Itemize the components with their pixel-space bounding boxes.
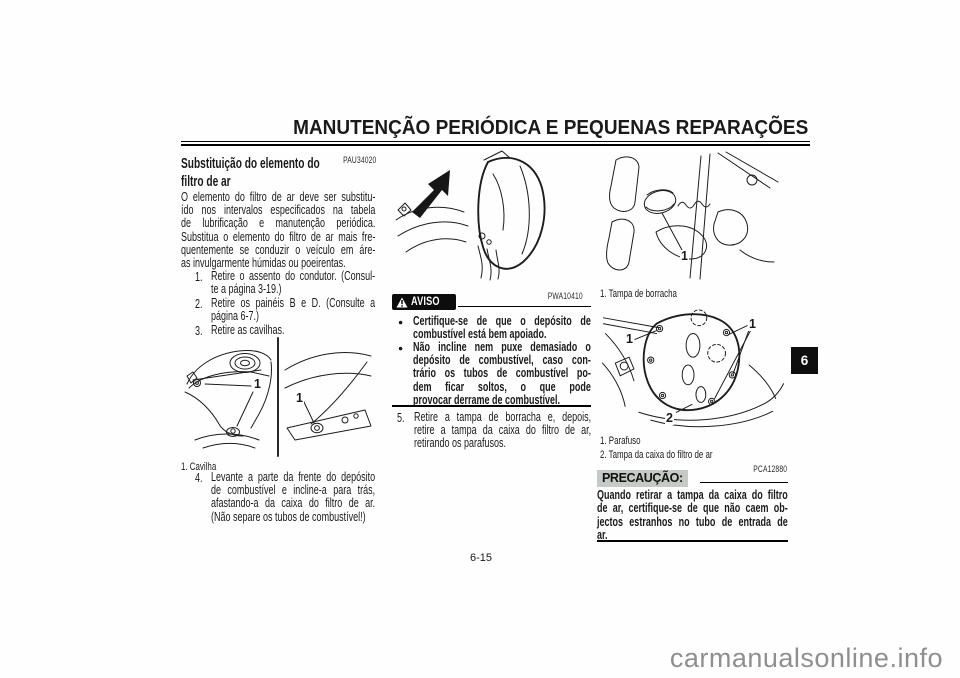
figure-cavilha bbox=[181, 336, 375, 458]
caution-header bbox=[597, 469, 788, 487]
figure-callout-1: 1 bbox=[296, 391, 303, 405]
figure-callout-2: 2 bbox=[666, 411, 673, 425]
step-4-line: afastando-a da caixa do filtro de ar. bbox=[211, 496, 376, 511]
figure-rubber-cap bbox=[600, 150, 787, 281]
figure-callout-1: 1 bbox=[254, 377, 261, 391]
warning-triangle-icon bbox=[396, 297, 408, 308]
cavilha-illustration bbox=[181, 336, 375, 458]
figure-callout-1: 1 bbox=[626, 332, 633, 346]
warning-line: trário os tubos de combustível po- bbox=[413, 366, 591, 381]
step-5 bbox=[397, 410, 592, 451]
figure-filter-case-caption-1: 1. Parafuso bbox=[600, 435, 641, 447]
step-5-line: Retire a tampa de borracha e, depois, bbox=[414, 410, 592, 424]
step-1-line: Retire o assento do condutor. (Consul- bbox=[211, 269, 376, 283]
section-heading-line1: Substituição do elemento do bbox=[181, 156, 320, 172]
warning-end-rule bbox=[392, 405, 591, 407]
intro-line: quentemente se conduzir o veículo em áre- bbox=[181, 242, 376, 257]
step-3-line: Retire as cavilhas. bbox=[211, 323, 285, 337]
caution-end-rule bbox=[597, 540, 788, 542]
step-2-number: 2. bbox=[195, 297, 203, 311]
step-5-line: retire a tampa da caixa do filtro de ar, bbox=[414, 423, 592, 438]
ref-code-text: PWA10410 bbox=[547, 291, 583, 301]
chapter-tab: 6 bbox=[791, 347, 818, 374]
step-4-line: Levante a parte da frente do depósito bbox=[211, 470, 376, 484]
caution-rule bbox=[700, 482, 788, 483]
caution-line: Quando retirar a tampa da caixa do filtro bbox=[597, 488, 788, 502]
step-1-line: te a página 3-19.) bbox=[211, 282, 282, 297]
warning-header bbox=[392, 294, 591, 311]
step-1 bbox=[195, 270, 375, 296]
step-2-line: Retire os painéis B e D. (Consulte a bbox=[211, 296, 376, 310]
warning-label: AVISO bbox=[411, 296, 440, 308]
rubber-cap-illustration bbox=[600, 150, 787, 281]
step-1-number: 1. bbox=[195, 270, 203, 284]
warning-bullet-1 bbox=[398, 315, 593, 341]
warning-bullet-2 bbox=[398, 341, 593, 407]
section-heading-line2: filtro de ar bbox=[181, 173, 231, 190]
figure-callout-1: 1 bbox=[749, 317, 756, 331]
step-4-number: 4. bbox=[195, 471, 203, 485]
warning-line: depósito de combustível, caso con- bbox=[413, 353, 591, 368]
step-4 bbox=[195, 471, 375, 524]
warning-line: provocar derrame de combustível. bbox=[413, 392, 561, 407]
bullet-icon: ● bbox=[398, 317, 404, 327]
figure-rubber-cap-caption: 1. Tampa de borracha bbox=[600, 288, 677, 300]
page-number: 6-15 bbox=[469, 552, 493, 564]
ref-code-text: PCA12880 bbox=[753, 464, 787, 474]
filter-case-illustration bbox=[600, 306, 787, 428]
figure-fuel-tank bbox=[392, 146, 590, 284]
warning-line: Não incline nem puxe demasiado o bbox=[413, 340, 591, 354]
step-5-line: retirando os parafusos. bbox=[414, 436, 507, 451]
caution-line: de ar, certifique-se de que não caem ob- bbox=[597, 501, 788, 516]
step-3-number: 3. bbox=[195, 324, 203, 338]
warning-label-box bbox=[392, 294, 456, 310]
step-4-line: de combustível e incline-a para trás, bbox=[211, 483, 376, 498]
figure-filter-case bbox=[600, 306, 787, 428]
ref-code-text: PAU34020 bbox=[342, 155, 376, 165]
section-heading bbox=[181, 156, 379, 191]
intro-line: Substitua o elemento do filtro de ar mais fre- bbox=[181, 229, 376, 244]
step-2-line: página 6-7.) bbox=[211, 309, 260, 324]
fuel-tank-illustration bbox=[392, 146, 590, 284]
page-header bbox=[266, 117, 808, 140]
step-2 bbox=[195, 297, 375, 323]
intro-line: ído nos intervalos especificados na tabela bbox=[181, 203, 376, 218]
warning-line: Certifique-se de que o depósito de bbox=[413, 314, 591, 328]
caution-line: jectos estranhos no tubo de entrada de bbox=[597, 514, 788, 529]
page-title: MANUTENÇÃO PERIÓDICA E PEQUENAS REPARAÇÕES bbox=[292, 117, 808, 139]
caution-body bbox=[597, 489, 862, 543]
caution-line: ar. bbox=[597, 528, 608, 543]
figure-cavilha-caption: 1. Cavilha bbox=[181, 461, 217, 473]
figure-callout-1: 1 bbox=[681, 249, 688, 263]
step-4-line: (Não separe os tubos de combustível!) bbox=[211, 509, 366, 524]
warning-line: combustível está bem apoiado. bbox=[413, 327, 547, 342]
step-5-number: 5. bbox=[397, 411, 405, 425]
intro-line: as invulgarmente húmidas ou poeirentas. bbox=[181, 256, 346, 271]
intro-line: de lubrificação e manutenção periódica. bbox=[181, 216, 376, 231]
caution-label: PRECAUÇÃO: bbox=[597, 470, 688, 487]
intro-line: O elemento do filtro de ar deve ser substitu- bbox=[181, 190, 376, 204]
watermark: carmanualsonline.info bbox=[669, 643, 943, 673]
warning-rule bbox=[458, 306, 591, 307]
bullet-icon: ● bbox=[398, 343, 404, 353]
warning-line: dem ficar soltos, o que pode bbox=[413, 379, 591, 394]
figure-filter-case-caption-2: 2. Tampa da caixa do filtro de ar bbox=[600, 449, 713, 461]
